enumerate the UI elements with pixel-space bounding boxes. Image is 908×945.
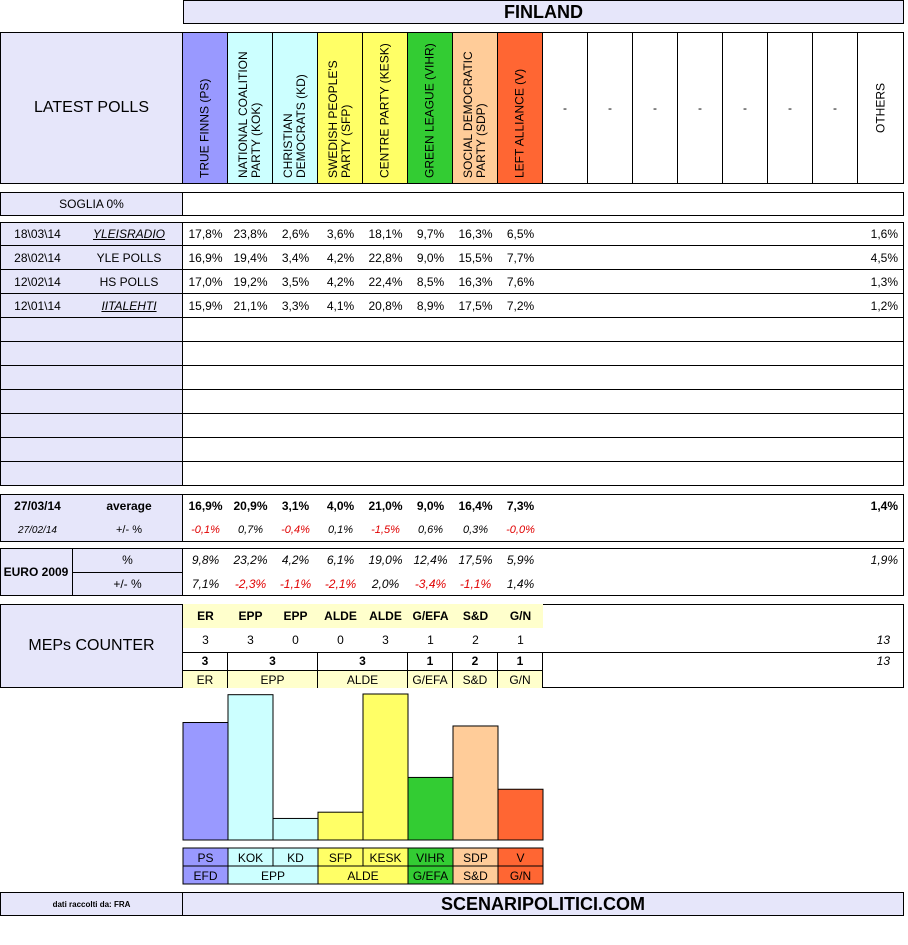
euro-value: 23,2% [233, 553, 268, 567]
party-header-1 [228, 32, 273, 184]
empty-col-header: - [723, 32, 768, 184]
group-label: EFD [193, 869, 218, 883]
diff-value: -0,1% [191, 524, 220, 536]
average-value: 21,0% [368, 499, 403, 513]
page-title: FINLAND [183, 0, 904, 24]
poll-date: 18\03\14 [14, 227, 61, 241]
poll-others: 1,2% [870, 299, 898, 313]
euro-value: 17,5% [458, 553, 493, 567]
party-header-3 [318, 32, 363, 184]
poll-value: 18,1% [368, 227, 403, 241]
euro-diff-value: -1,1% [459, 577, 492, 591]
party-header-2 [273, 32, 318, 184]
poll-row-right [183, 438, 904, 462]
poll-value: 3,5% [281, 275, 310, 289]
meps-merged-group: ALDE [318, 670, 408, 688]
euro-diff-value: -3,4% [414, 577, 447, 591]
average-date: 27/03/14 [14, 499, 61, 513]
others-label: OTHERS [873, 83, 887, 134]
average-value: 3,1% [281, 499, 310, 513]
site-link[interactable]: SCENARIPOLITICI.COM [183, 892, 904, 916]
empty-col-header: - [588, 32, 633, 184]
party-name: TRUE FINNS (PS) [197, 78, 212, 178]
poll-row-left [0, 462, 183, 486]
poll-value: 2,6% [281, 227, 310, 241]
average-value: 16,9% [188, 499, 223, 513]
party-name: GREEN LEAGUE (VIHR) [422, 43, 437, 178]
euro-others: 1,9% [870, 553, 898, 567]
group-label: G/N [509, 869, 532, 883]
meps-merged-group: S&D [453, 670, 498, 688]
euro-value: 19,0% [368, 553, 403, 567]
euro-value: 9,8% [191, 553, 220, 567]
meps-group: ER [183, 604, 228, 628]
meps-merged-group: ER [183, 670, 228, 688]
poll-row-right [183, 462, 904, 486]
poll-row-left [0, 318, 183, 342]
poll-source: HS POLLS [99, 275, 159, 289]
euro-value: 5,9% [506, 553, 535, 567]
meps-group: ALDE [318, 604, 363, 628]
poll-value: 22,8% [368, 251, 403, 265]
poll-value: 16,9% [188, 251, 223, 265]
diff-value: -1,5% [371, 524, 400, 536]
meps-group: ALDE [363, 604, 408, 628]
euro-row2-label: +/- % [113, 577, 142, 591]
euro-diff-value: -1,1% [279, 577, 312, 591]
poll-value: 3,6% [326, 227, 355, 241]
meps-merged-seats: 1 [498, 652, 543, 670]
empty-col-header: - [813, 32, 858, 184]
meps-group: S&D [453, 604, 498, 628]
poll-value: 9,7% [416, 227, 445, 241]
euro-value: 6,1% [326, 553, 355, 567]
group-label: ALDE [347, 869, 379, 883]
empty-col-header: - [768, 32, 813, 184]
poll-value: 15,5% [458, 251, 493, 265]
group-label: S&D [463, 869, 488, 883]
poll-value: 7,6% [506, 275, 535, 289]
poll-value: 8,9% [416, 299, 445, 313]
euro-diff-value: 1,4% [506, 577, 535, 591]
category-label: SDP [463, 851, 488, 865]
euro-value: 4,2% [281, 553, 310, 567]
poll-value: 17,5% [458, 299, 493, 313]
meps-seats: 3 [247, 633, 254, 647]
party-name: LEFT ALLIANCE (V) [512, 68, 527, 178]
euro-diff-value: -2,1% [324, 577, 357, 591]
threshold-row [183, 192, 904, 216]
poll-row-left [0, 390, 183, 414]
category-label: KD [287, 851, 304, 865]
category-label: V [516, 851, 525, 865]
poll-row-right [183, 414, 904, 438]
bar-kok [228, 695, 273, 840]
euro-row1-label: % [122, 553, 133, 567]
bar-v [498, 789, 543, 840]
poll-value: 8,5% [416, 275, 445, 289]
party-name: SOCIAL DEMOCRATIC PARTY (SDP) [461, 51, 488, 178]
poll-others: 4,5% [870, 251, 898, 265]
bar-kesk [363, 694, 408, 840]
poll-value: 4,1% [326, 299, 355, 313]
poll-row-right [183, 390, 904, 414]
poll-date: 12\01\14 [14, 299, 61, 313]
poll-source[interactable]: YLEISRADIO [92, 227, 166, 241]
diff-value: 0,6% [417, 524, 444, 536]
party-name: SWEDISH PEOPLE'S PARTY (SFP) [326, 60, 353, 178]
poll-value: 3,4% [281, 251, 310, 265]
poll-value: 16,3% [458, 227, 493, 241]
party-name: CHRISTIAN DEMOCRATS (KD) [281, 74, 308, 178]
empty-col-header: - [543, 32, 588, 184]
average-others: 1,4% [870, 499, 898, 513]
empty-col-header: - [678, 32, 723, 184]
diff-value: -0,0% [506, 524, 535, 536]
bar-vihr [408, 777, 453, 840]
meps-seats: 1 [517, 633, 524, 647]
category-label: SFP [328, 851, 353, 865]
meps-merged-group: EPP [228, 670, 318, 688]
meps-merged-total: 13 [876, 654, 890, 668]
group-label: G/EFA [412, 869, 449, 883]
poll-value: 9,0% [416, 251, 445, 265]
diff-value: 0,3% [462, 524, 489, 536]
poll-value: 17,0% [188, 275, 223, 289]
average-value: 4,0% [326, 499, 355, 513]
threshold-label: SOGLIA 0% [0, 192, 183, 216]
poll-date: 28\02\14 [14, 251, 61, 265]
diff-value: 0,7% [237, 524, 264, 536]
poll-others: 1,6% [870, 227, 898, 241]
meps-seats: 2 [472, 633, 479, 647]
poll-row-left [0, 414, 183, 438]
poll-row-right [183, 342, 904, 366]
poll-value: 21,1% [233, 299, 268, 313]
meps-seats: 3 [202, 633, 209, 647]
meps-merged-seats: 3 [183, 652, 228, 670]
party-header-6 [453, 32, 498, 184]
poll-value: 20,8% [368, 299, 403, 313]
poll-row-left [0, 438, 183, 462]
poll-value: 16,3% [458, 275, 493, 289]
poll-value: 7,2% [506, 299, 535, 313]
diff-value: -0,4% [281, 524, 310, 536]
meps-group: G/N [498, 604, 543, 628]
meps-seats-total: 13 [876, 633, 890, 647]
party-header-0 [183, 32, 228, 184]
poll-row-left [0, 366, 183, 390]
meps-merged-seats: 1 [408, 652, 453, 670]
bar-ps [183, 723, 228, 840]
meps-group: EPP [228, 604, 273, 628]
poll-value: 22,4% [368, 275, 403, 289]
poll-row-right [183, 366, 904, 390]
latest-polls-header: LATEST POLLS [0, 32, 183, 184]
empty-col-header: - [633, 32, 678, 184]
poll-date: 12\02\14 [14, 275, 61, 289]
poll-value: 7,7% [506, 251, 535, 265]
poll-value: 19,2% [233, 275, 268, 289]
category-label: KESK [369, 851, 402, 865]
average-value: 7,3% [506, 499, 535, 513]
average-value: 20,9% [233, 499, 268, 513]
average-value: 16,4% [458, 499, 493, 513]
poll-value: 6,5% [506, 227, 535, 241]
average-label: average [106, 499, 152, 513]
average-value: 9,0% [416, 499, 445, 513]
poll-value: 4,2% [326, 251, 355, 265]
category-label: PS [197, 851, 214, 865]
credit-label: dati raccolti da: FRA [0, 892, 183, 916]
others-header [858, 32, 904, 184]
meps-merged-group: G/EFA [408, 670, 453, 688]
poll-value: 19,4% [233, 251, 268, 265]
bar-kd [273, 818, 318, 840]
poll-others: 1,3% [870, 275, 898, 289]
meps-label: MEPs COUNTER [28, 637, 155, 654]
diff-label: +/- % [116, 524, 142, 536]
bar-sdp [453, 726, 498, 840]
meps-seats: 1 [427, 633, 434, 647]
meps-merged-seats: 3 [228, 652, 318, 670]
meps-merged-seats: 3 [318, 652, 408, 670]
meps-group: G/EFA [408, 604, 453, 628]
party-name: NATIONAL COALITION PARTY (KOK) [236, 51, 263, 178]
party-average-bar-chart [0, 688, 908, 888]
party-header-4 [363, 32, 408, 184]
party-header-5 [408, 32, 453, 184]
category-label: VIHR [416, 851, 445, 865]
group-label: EPP [260, 869, 286, 883]
euro-value: 12,4% [413, 553, 448, 567]
meps-merged-seats: 2 [453, 652, 498, 670]
poll-source[interactable]: IITALEHTI [101, 299, 157, 313]
bar-sfp [318, 812, 363, 840]
poll-source: YLE POLLS [96, 251, 162, 265]
party-name: CENTRE PARTY (KESK) [377, 43, 392, 178]
poll-value: 17,8% [188, 227, 223, 241]
meps-group: EPP [273, 604, 318, 628]
euro-diff-value: -2,3% [234, 577, 267, 591]
meps-merged-group: G/N [498, 670, 543, 688]
poll-value: 4,2% [326, 275, 355, 289]
meps-seats: 0 [337, 633, 344, 647]
diff-date: 27/02/14 [18, 524, 57, 536]
euro-label: EURO 2009 [3, 565, 69, 579]
euro-diff-value: 7,1% [191, 577, 220, 591]
diff-value: 0,1% [327, 524, 354, 536]
poll-row-left [0, 342, 183, 366]
poll-value: 3,3% [281, 299, 310, 313]
euro-diff-value: 2,0% [371, 577, 400, 591]
poll-value: 23,8% [233, 227, 268, 241]
meps-seats: 0 [292, 633, 299, 647]
category-label: KOK [237, 851, 264, 865]
poll-value: 15,9% [188, 299, 223, 313]
meps-seats: 3 [382, 633, 389, 647]
party-header-7 [498, 32, 543, 184]
poll-row-right [183, 318, 904, 342]
